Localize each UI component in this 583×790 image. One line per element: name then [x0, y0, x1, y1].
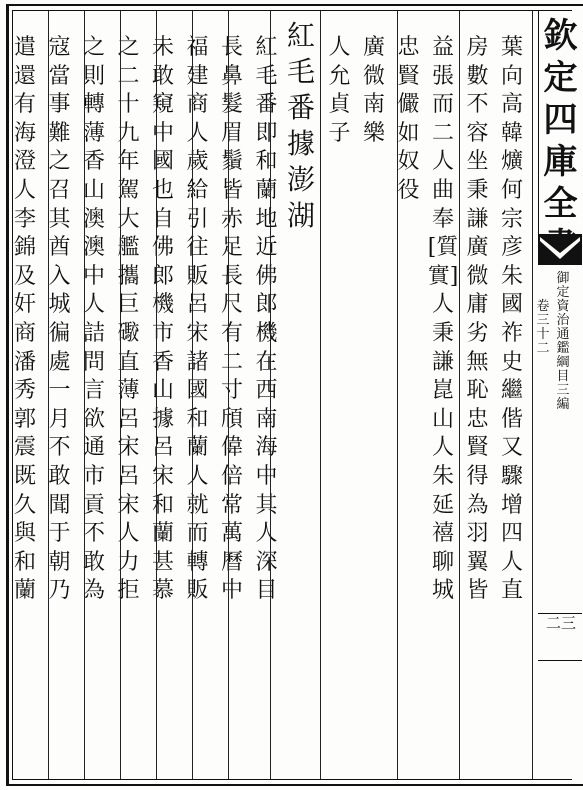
- column-char: 常: [220, 492, 243, 518]
- column-char: 和: [255, 149, 278, 175]
- column-char: 朱: [431, 463, 454, 489]
- column-char: 敢: [151, 63, 174, 89]
- column-char: 呂: [151, 435, 174, 461]
- column-char: 而: [186, 521, 209, 547]
- column-char: 佛: [151, 235, 174, 261]
- column-char: 即: [255, 120, 278, 146]
- column-char: 忠: [397, 35, 420, 60]
- column-char: 巨: [117, 292, 140, 318]
- column-char: 中: [151, 120, 174, 146]
- column-char: 奴: [397, 149, 420, 175]
- column-char: 宋: [117, 492, 140, 518]
- column-rule: [532, 11, 533, 779]
- text-column: [320, 34, 360, 148]
- column-char: 中: [82, 263, 105, 289]
- column-char: 髮: [220, 92, 243, 118]
- column-char: 據: [286, 127, 315, 160]
- column-char: 史: [500, 349, 523, 375]
- column-char: 于: [48, 521, 71, 547]
- column-char: 販: [186, 578, 209, 604]
- column-char: 坐: [466, 149, 489, 175]
- column-char: 聊: [431, 549, 454, 575]
- column-char: 力: [117, 549, 140, 575]
- text-column: [109, 34, 149, 606]
- column-char: 而: [431, 92, 454, 118]
- column-char: 祚: [500, 320, 523, 346]
- column-char: 大: [117, 206, 140, 232]
- column-char: 番: [255, 92, 278, 118]
- text-column: [389, 34, 429, 206]
- column-char: 蘭: [151, 521, 174, 547]
- column-char: 儼: [397, 92, 420, 118]
- column-char: 南: [255, 406, 278, 432]
- column-char: 向: [500, 63, 523, 89]
- column-char: 宋: [117, 435, 140, 461]
- column-char: 人: [117, 521, 140, 547]
- column-rule: [84, 11, 85, 779]
- column-char: 庸: [466, 292, 489, 318]
- column-char: 城: [48, 292, 71, 318]
- column-char: 處: [48, 349, 71, 375]
- column-char: 據: [151, 406, 174, 432]
- column-char: 攜: [117, 263, 140, 289]
- text-column: [423, 34, 463, 606]
- column-char: 郎: [151, 263, 174, 289]
- column-char: 羽: [466, 521, 489, 547]
- text-column: [143, 34, 183, 606]
- column-char: 貢: [82, 492, 105, 518]
- volume-char: 三: [536, 313, 550, 328]
- column-char: 紅: [286, 19, 315, 52]
- volume-char: 卷: [536, 299, 550, 314]
- book-title-char: 御: [556, 271, 570, 286]
- column-char: 廣: [466, 235, 489, 261]
- column-char: 薄: [82, 120, 105, 146]
- text-column: [281, 18, 321, 234]
- column-char: 之: [48, 149, 71, 175]
- page-number: 二三: [545, 614, 576, 632]
- column-char: 在: [255, 349, 278, 375]
- column-char: 甚: [151, 549, 174, 575]
- column-char: 人: [186, 120, 209, 146]
- column-char: 拒: [117, 578, 140, 604]
- header-title-block: [538, 11, 582, 235]
- text-column: [178, 34, 218, 606]
- column-char: 也: [151, 177, 174, 203]
- column-char: 十: [117, 92, 140, 118]
- column-char: 引: [186, 206, 209, 232]
- book-title-char: 鑑: [556, 341, 570, 356]
- column-char: 駕: [117, 177, 140, 203]
- column-char: 澳: [82, 235, 105, 261]
- column-char: 海: [255, 435, 278, 461]
- column-char: 萬: [220, 521, 243, 547]
- text-column: [247, 34, 287, 606]
- column-char: 問: [82, 349, 105, 375]
- column-char: 鼻: [220, 63, 243, 89]
- book-title-char: 三: [556, 383, 570, 398]
- book-title-margin: [548, 272, 578, 412]
- column-char: 驟: [500, 463, 523, 489]
- column-char: 繼: [500, 378, 523, 404]
- column-char: 長: [220, 35, 243, 60]
- column-char: 呂: [117, 406, 140, 432]
- column-char: 機: [151, 292, 174, 318]
- column-char: 人: [255, 521, 278, 547]
- column-char: 通: [82, 435, 105, 461]
- column-char: 直: [117, 349, 140, 375]
- column-char: 國: [151, 149, 174, 175]
- fish-tail-ornament: [538, 235, 582, 265]
- column-char: 役: [397, 177, 420, 203]
- column-char: 蘭: [255, 177, 278, 203]
- column-char: 謙: [431, 349, 454, 375]
- column-char: 則: [82, 63, 105, 89]
- column-char: 尺: [220, 292, 243, 318]
- column-char: 艦: [117, 235, 140, 261]
- column-char: 國: [500, 292, 523, 318]
- column-char: 就: [186, 492, 209, 518]
- column-char: 潘: [13, 349, 36, 375]
- column-char: 頎: [220, 406, 243, 432]
- book-title-char: 定: [556, 285, 570, 300]
- column-char: 李: [13, 206, 36, 232]
- column-rule: [156, 11, 157, 779]
- column-rule: [320, 11, 321, 779]
- column-char: 九: [117, 120, 140, 146]
- column-char: 還: [13, 63, 36, 89]
- column-char: 容: [466, 120, 489, 146]
- column-char: 宗: [500, 206, 523, 232]
- column-char: 有: [220, 320, 243, 346]
- column-char: 城: [431, 578, 454, 604]
- column-char: 敢: [82, 549, 105, 575]
- column-char: 賢: [466, 435, 489, 461]
- column-char: 言: [82, 378, 105, 404]
- text-column: [354, 34, 394, 148]
- column-char: 又: [500, 435, 523, 461]
- column-char: 蘭: [13, 578, 36, 604]
- column-char: 不: [48, 435, 71, 461]
- column-char: 當: [48, 63, 71, 89]
- book-title-char: 綱: [556, 355, 570, 370]
- volume-number-margin: [536, 300, 550, 356]
- column-rule: [459, 11, 460, 779]
- column-char: 四: [500, 521, 523, 547]
- column-char: 薄: [117, 378, 140, 404]
- text-column: [212, 34, 252, 606]
- column-char: 翼: [466, 549, 489, 575]
- column-char: 彦: [500, 235, 523, 261]
- column-char: 高: [500, 92, 523, 118]
- column-char: 震: [13, 435, 36, 461]
- column-char: 忠: [466, 406, 489, 432]
- column-char: 人: [82, 292, 105, 318]
- column-char: 既: [13, 463, 36, 489]
- column-char: 市: [82, 463, 105, 489]
- text-column: [492, 34, 532, 606]
- column-char: 與: [13, 521, 36, 547]
- column-char: 澳: [82, 206, 105, 232]
- column-char: 直: [500, 578, 523, 604]
- column-char: 數: [466, 63, 489, 89]
- column-char: 秀: [13, 378, 36, 404]
- column-char: 香: [82, 149, 105, 175]
- column-char: 福: [186, 35, 209, 60]
- column-char: 香: [151, 349, 174, 375]
- column-char: 崑: [431, 378, 454, 404]
- column-char: 二: [117, 63, 140, 89]
- volume-char: 二: [536, 341, 550, 356]
- column-char: 皆: [220, 177, 243, 203]
- column-char: 和: [13, 549, 36, 575]
- column-char: 郭: [13, 406, 36, 432]
- column-char: 偉: [220, 435, 243, 461]
- column-char: 商: [13, 320, 36, 346]
- column-char: 目: [255, 578, 278, 604]
- column-char: 聞: [48, 492, 71, 518]
- column-char: 人: [431, 292, 454, 318]
- column-char: 微: [466, 263, 489, 289]
- title-char: 全: [543, 184, 578, 224]
- title-char: 四: [543, 100, 578, 140]
- column-char: 中: [220, 578, 243, 604]
- column-char: 呂: [117, 463, 140, 489]
- column-char: 延: [431, 492, 454, 518]
- column-char: 礮: [117, 320, 140, 346]
- column-char: 秉: [431, 320, 454, 346]
- column-char: 宋: [186, 320, 209, 346]
- column-char: 酋: [48, 235, 71, 261]
- column-char: 為: [466, 492, 489, 518]
- column-char: 二: [220, 349, 243, 375]
- title-char: 庫: [543, 142, 578, 182]
- column-char: 及: [13, 263, 36, 289]
- column-char: 有: [13, 92, 36, 118]
- column-char: 商: [186, 92, 209, 118]
- column-char: 窺: [151, 92, 174, 118]
- column-char: 何: [500, 177, 523, 203]
- text-column: [458, 34, 498, 606]
- column-char: 轉: [186, 549, 209, 575]
- column-char: 召: [48, 177, 71, 203]
- column-char: 國: [186, 378, 209, 404]
- column-char: 中: [255, 463, 278, 489]
- column-char: 劣: [466, 320, 489, 346]
- column-char: 諸: [186, 349, 209, 375]
- book-title-char: 治: [556, 313, 570, 328]
- column-char: 朱: [500, 263, 523, 289]
- column-char: 往: [186, 235, 209, 261]
- column-char: 山: [151, 378, 174, 404]
- column-char: 宋: [151, 463, 174, 489]
- column-char: 和: [151, 492, 174, 518]
- column-char: 敢: [48, 463, 71, 489]
- column-char: 郎: [255, 292, 278, 318]
- column-char: 南: [362, 92, 385, 118]
- column-char: 其: [48, 206, 71, 232]
- column-char: 久: [13, 492, 36, 518]
- column-char: 之: [82, 35, 105, 60]
- column-char: 禧: [431, 521, 454, 547]
- column-char: 不: [466, 92, 489, 118]
- column-char: 販: [186, 263, 209, 289]
- column-char: 謙: [466, 206, 489, 232]
- column-char: 人: [328, 35, 351, 60]
- column-char: 欲: [82, 406, 105, 432]
- column-char: 奉: [431, 206, 454, 232]
- column-char: 人: [13, 177, 36, 203]
- column-char: 實]: [427, 263, 459, 289]
- column-rule: [397, 11, 398, 779]
- column-char: 近: [255, 235, 278, 261]
- column-char: 為: [82, 578, 105, 604]
- column-char: 秉: [466, 177, 489, 203]
- column-char: 錦: [13, 235, 36, 261]
- column-char: 賢: [397, 63, 420, 89]
- book-title-char: 通: [556, 327, 570, 342]
- volume-char: 十: [536, 327, 550, 342]
- title-char: 定: [543, 58, 578, 98]
- column-char: 人: [186, 463, 209, 489]
- page-number-rule-bottom: [538, 660, 582, 661]
- column-char: 山: [82, 177, 105, 203]
- column-char: 張: [431, 63, 454, 89]
- column-char: 無: [466, 349, 489, 375]
- column-char: 建: [186, 63, 209, 89]
- column-char: 乃: [48, 578, 71, 604]
- column-char: 一: [48, 378, 71, 404]
- column-char: 紅: [255, 35, 278, 60]
- column-char: 呂: [186, 292, 209, 318]
- column-char: 未: [151, 35, 174, 60]
- column-char: 西: [255, 378, 278, 404]
- column-char: 偕: [500, 406, 523, 432]
- column-char: 人: [431, 435, 454, 461]
- column-rule: [192, 11, 193, 779]
- column-char: 益: [431, 35, 454, 60]
- column-rule: [48, 11, 49, 779]
- column-rule: [120, 11, 121, 779]
- column-char: 市: [151, 320, 174, 346]
- column-char: 寸: [220, 378, 243, 404]
- column-char: 年: [117, 149, 140, 175]
- column-char: 房: [466, 35, 489, 60]
- column-char: 韓: [500, 120, 523, 146]
- column-char: 事: [48, 92, 71, 118]
- column-char: 倍: [220, 463, 243, 489]
- column-char: 長: [220, 263, 243, 289]
- column-char: 廣: [362, 35, 385, 60]
- column-char: 葉: [500, 35, 523, 60]
- column-rule: [228, 11, 229, 779]
- column-char: 如: [397, 120, 420, 146]
- column-char: 不: [82, 521, 105, 547]
- text-column: [74, 34, 114, 606]
- column-char: 毛: [255, 63, 278, 89]
- column-char: 增: [500, 492, 523, 518]
- column-char: 湖: [286, 199, 315, 232]
- column-char: 曲: [431, 177, 454, 203]
- book-title-char: 編: [556, 397, 570, 412]
- column-char: 眉: [220, 120, 243, 146]
- book-title-char: 資: [556, 299, 570, 314]
- column-char: 地: [255, 206, 278, 232]
- column-char: 給: [186, 177, 209, 203]
- column-char: 人: [500, 549, 523, 575]
- column-char: 歲: [186, 149, 209, 175]
- column-char: 海: [13, 120, 36, 146]
- column-char: 足: [220, 235, 243, 261]
- column-char: 月: [48, 406, 71, 432]
- column-char: 難: [48, 120, 71, 146]
- column-char: 子: [328, 120, 351, 146]
- column-char: 慕: [151, 578, 174, 604]
- column-char: 其: [255, 492, 278, 518]
- column-char: 鬚: [220, 149, 243, 175]
- column-char: 轉: [82, 92, 105, 118]
- column-char: 貞: [328, 92, 351, 118]
- column-char: 赤: [220, 206, 243, 232]
- column-char: 山: [431, 406, 454, 432]
- column-char: 朝: [48, 549, 71, 575]
- column-char: 入: [48, 263, 71, 289]
- column-char: 遣: [13, 35, 36, 60]
- column-char: 澄: [13, 149, 36, 175]
- column-char: 深: [255, 549, 278, 575]
- column-char: 二: [431, 120, 454, 146]
- column-char: 皆: [466, 578, 489, 604]
- column-char: 和: [186, 406, 209, 432]
- column-char: 樂: [362, 120, 385, 146]
- column-char: 得: [466, 463, 489, 489]
- column-char: 人: [431, 149, 454, 175]
- column-char: 詰: [82, 320, 105, 346]
- column-char: 機: [255, 320, 278, 346]
- column-char: 奸: [13, 292, 36, 318]
- column-char: 蘭: [186, 435, 209, 461]
- column-char: 自: [151, 206, 174, 232]
- column-char: 澎: [286, 163, 315, 196]
- column-rule: [270, 11, 271, 779]
- column-char: 徧: [48, 320, 71, 346]
- column-char: 寇: [48, 35, 71, 60]
- column-char: 佛: [255, 263, 278, 289]
- book-title-char: 目: [556, 369, 570, 384]
- column-char: 微: [362, 63, 385, 89]
- column-char: 毛: [286, 55, 315, 88]
- text-column: [5, 34, 45, 606]
- column-char: [質: [427, 235, 459, 261]
- column-char: 曆: [220, 549, 243, 575]
- column-char: 恥: [466, 378, 489, 404]
- title-char: 欽: [543, 16, 578, 56]
- text-column: [40, 34, 80, 606]
- column-char: 爌: [500, 149, 523, 175]
- column-char: 番: [286, 91, 315, 124]
- column-char: 之: [117, 35, 140, 60]
- column-char: 允: [328, 63, 351, 89]
